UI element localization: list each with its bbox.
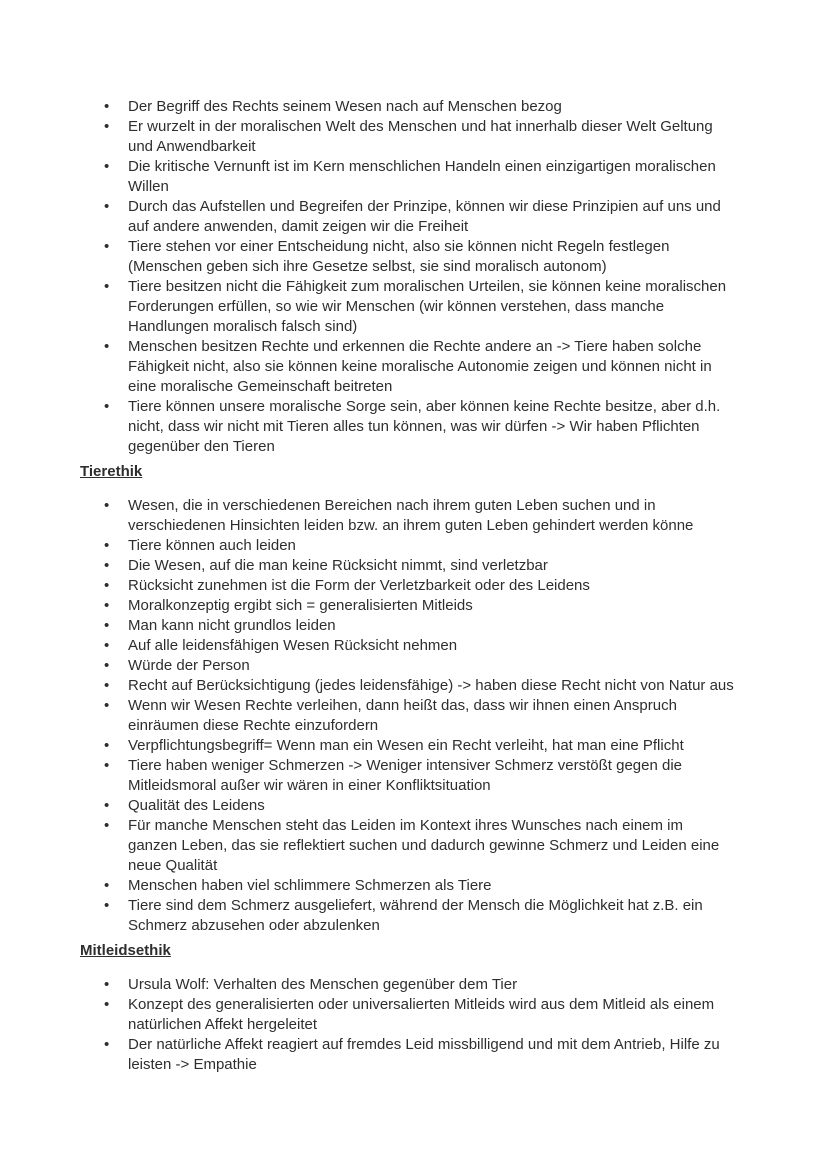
list-item — [80, 896, 768, 936]
text-line: • Für manche Menschen steht das Leiden im Kontext ihres Wunsches nach einem im — [128, 817, 683, 834]
text-line: eine moralische Gemeinschaft beitreten — [128, 378, 393, 395]
bullet-list — [80, 496, 768, 936]
text-line: • Qualität des Leidens — [128, 797, 265, 814]
text-line: • Recht auf Berücksichtigung (jedes leidensfähige) -> haben diese Recht nicht von Natur aus — [128, 677, 734, 694]
text-line: • Der natürliche Affekt reagiert auf fremdes Leid missbilligend und mit dem Antrieb, Hilfe zu — [128, 1036, 720, 1053]
section-heading: Mitleidsethik — [80, 942, 171, 959]
list-item — [80, 696, 768, 736]
text-line: nicht, dass wir nicht mit Tieren alles tun können, was wir dürfen -> Wir haben Pflichten — [128, 418, 700, 435]
list-item — [80, 816, 768, 876]
text-line: Schmerz abzusehen oder abzulenken — [128, 917, 380, 934]
text-line: • Tiere können auch leiden — [128, 537, 296, 554]
text-line: • Tiere sind dem Schmerz ausgeliefert, während der Mensch die Möglichkeit hat z.B. ein — [128, 897, 703, 914]
list-item — [80, 1035, 768, 1075]
text-line: • Menschen besitzen Rechte und erkennen die Rechte andere an -> Tiere haben solche — [128, 338, 702, 355]
list-item — [80, 676, 768, 696]
list-item — [80, 556, 768, 576]
text-line: neue Qualität — [128, 857, 218, 874]
bullet-list — [80, 97, 768, 457]
list-item — [80, 736, 768, 756]
text-line: leisten -> Empathie — [128, 1056, 257, 1073]
bullet-list — [80, 975, 768, 1075]
list-item — [80, 616, 768, 636]
text-line: • Tiere besitzen nicht die Fähigkeit zum moralischen Urteilen, sie können keine moralischen — [128, 278, 727, 295]
text-line: • Auf alle leidensfähigen Wesen Rücksicht nehmen — [128, 637, 458, 654]
text-line: natürlichen Affekt hergeleitet — [128, 1016, 318, 1033]
list-item — [80, 995, 768, 1035]
list-item — [80, 117, 768, 157]
text-line: • Tiere können unsere moralische Sorge sein, aber können keine Rechte besitze, aber d.h. — [128, 398, 721, 415]
text-line: • Die kritische Vernunft ist im Kern menschlichen Handeln einen einzigartigen moralischen — [128, 158, 716, 175]
text-line: verschiedenen Hinsichten leiden bzw. an ihrem guten Leben gehindert werden könne — [128, 517, 694, 534]
list-item — [80, 397, 768, 457]
text-line: • Ursula Wolf: Verhalten des Menschen gegenüber dem Tier — [128, 976, 518, 993]
list-item — [80, 975, 768, 995]
text-line: Handlungen moralisch falsch sind) — [128, 318, 358, 335]
list-item — [80, 337, 768, 397]
text-line: • Tiere haben weniger Schmerzen -> Weniger intensiver Schmerz verstößt gegen die — [128, 757, 683, 774]
list-item — [80, 596, 768, 616]
text-line: • Die Wesen, auf die man keine Rücksicht nimmt, sind verletzbar — [128, 557, 548, 574]
text-line: auf andere anwenden, damit zeigen wir die Freiheit — [128, 218, 469, 235]
text-line: Willen — [128, 178, 169, 195]
list-item — [80, 237, 768, 277]
text-line: gegenüber den Tieren — [128, 438, 275, 455]
list-item — [80, 97, 768, 117]
section-heading: Tierethik — [80, 463, 143, 480]
text-line: (Menschen geben sich ihre Gesetze selbst, sie sind moralisch autonom) — [128, 258, 607, 275]
list-item — [80, 157, 768, 197]
text-line: • Verpflichtungsbegriff= Wenn man ein Wesen ein Recht verleiht, hat man eine Pflicht — [128, 737, 684, 754]
list-item — [80, 656, 768, 676]
text-line: • Durch das Aufstellen und Begreifen der Prinzipe, können wir diese Prinzipien auf uns und — [128, 198, 721, 215]
list-item — [80, 496, 768, 536]
text-line: • Wesen, die in verschiedenen Bereichen nach ihrem guten Leben suchen und in — [128, 497, 656, 514]
text-line: • Menschen haben viel schlimmere Schmerzen als Tiere — [128, 877, 492, 894]
text-line: • Der Begriff des Rechts seinem Wesen nach auf Menschen bezog — [128, 98, 562, 115]
text-line: ganzen Leben, das sie reflektiert suchen und dadurch gewinne Schmerz und Leiden eine — [128, 837, 720, 854]
text-line: und Anwendbarkeit — [128, 138, 256, 155]
list-item — [80, 876, 768, 896]
text-line: Forderungen erfüllen, so wie wir Menschen (wir können verstehen, dass manche — [128, 298, 665, 315]
list-item — [80, 756, 768, 796]
text-line: einräumen diese Rechte einzufordern — [128, 717, 379, 734]
text-line: • Konzept des generalisierten oder universalierten Mitleids wird aus dem Mitleid als einem — [128, 996, 715, 1013]
text-line: • Moralkonzeptig ergibt sich = generalisierten Mitleids — [128, 597, 473, 614]
list-item — [80, 576, 768, 596]
text-line: • Wenn wir Wesen Rechte verleihen, dann heißt das, dass wir ihnen einen Anspruch — [128, 697, 677, 714]
text-line: Fähigkeit nicht, also sie können keine moralische Autonomie zeigen und können nicht in — [128, 358, 712, 375]
text-line: Mitleidsmoral außer wir wären in einer Konfliktsituation — [128, 777, 491, 794]
list-item — [80, 536, 768, 556]
list-item — [80, 277, 768, 337]
text-line: • Man kann nicht grundlos leiden — [128, 617, 336, 634]
text-line: • Rücksicht zunehmen ist die Form der Verletzbarkeit oder des Leidens — [128, 577, 590, 594]
list-item — [80, 796, 768, 816]
list-item — [80, 636, 768, 656]
list-item — [80, 197, 768, 237]
text-line: • Er wurzelt in der moralischen Welt des Menschen und hat innerhalb dieser Welt Geltung — [128, 118, 713, 135]
text-line: • Tiere stehen vor einer Entscheidung nicht, also sie können nicht Regeln festlegen — [128, 238, 670, 255]
text-line: • Würde der Person — [128, 657, 250, 674]
